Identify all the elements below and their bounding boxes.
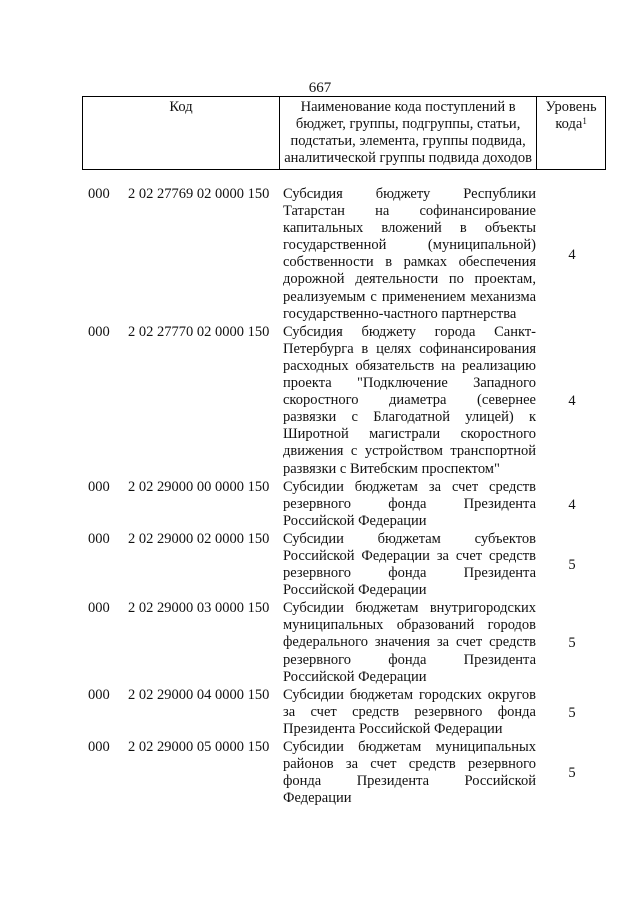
row-name: Субсидии бюджетам за счет средств резервного фонда Президента Российской Федерации (283, 478, 536, 529)
header-name: Наименование кода поступлений в бюджет, группы, подгруппы, статьи, подстатьи, элемента, группы подвида, аналитической группы подвида доходов (280, 97, 537, 170)
row-revenue-code: 2 02 27770 02 0000 150 (128, 323, 270, 340)
table-row (0, 324, 640, 478)
row-admin-code: 000 (88, 600, 110, 617)
row-name: Субсидия бюджету Республики Татарстан на софинансирование капитальных вложений в объекты государственной (муниципальной) собственности в рамках обеспечения дорожной деятельности по проектам, реализуемым с применением механизма государственно-частного партнерства (283, 186, 536, 322)
row-name: Субсидии бюджетам субъектов Российской Федерации за счет средств резервного фонда Президента Российской Федерации (283, 530, 536, 599)
row-admin-code: 000 (88, 530, 110, 547)
row-revenue-code: 2 02 29000 04 0000 150 (128, 686, 270, 703)
table-row (0, 687, 640, 738)
table-row (0, 739, 640, 807)
table-row (0, 600, 640, 685)
row-level: 4 (568, 496, 576, 513)
row-name: Субсидии бюджетам городских округов за счет средств резервного фонда Президента Российской Федерации (283, 686, 536, 737)
table-row (0, 479, 640, 530)
row-admin-code: 000 (88, 686, 110, 703)
row-level: 5 (568, 765, 576, 781)
row-level: 5 (568, 704, 576, 721)
row-level: 4 (568, 247, 576, 263)
table-row (0, 186, 640, 323)
row-revenue-code: 2 02 27769 02 0000 150 (128, 186, 270, 202)
page-number: 667 (308, 80, 332, 96)
table-body (0, 186, 640, 807)
row-name: Субсидии бюджетам муниципальных районов за счет средств резервного фонда Президента Российской Федерации (283, 739, 536, 807)
header-code (83, 97, 280, 170)
row-level: 5 (568, 556, 576, 573)
row-admin-code: 000 (88, 478, 110, 495)
row-revenue-code: 2 02 29000 02 0000 150 (128, 530, 270, 547)
header-level-footnote: 1 (582, 116, 587, 126)
table-row (0, 531, 640, 599)
header-level-label: Уровень кода (545, 99, 597, 132)
row-level: 4 (568, 392, 576, 409)
row-name: Субсидия бюджету города Санкт-Петербурга в целях софинансирования расходных обязательств на реализацию проекта "Подключение Западного скоростного диаметра (севернее развязки с Благодатной улицей) к Широтной магистрали скоростного движения с устройством транспортной развязки с Витебским проспектом" (283, 323, 536, 477)
header-level (537, 97, 606, 170)
row-admin-code: 000 (88, 739, 110, 755)
row-admin-code: 000 (88, 323, 110, 340)
table-header (82, 96, 606, 170)
row-admin-code: 000 (88, 186, 110, 202)
header-code-label: Код (169, 99, 193, 115)
row-level: 5 (568, 635, 576, 652)
row-name: Субсидии бюджетам внутригородских муниципальных образований городов федерального значения за счет средств резервного фонда Президента Российской Федерации (283, 600, 536, 685)
row-revenue-code: 2 02 29000 05 0000 150 (128, 739, 270, 755)
row-revenue-code: 2 02 29000 00 0000 150 (128, 478, 270, 495)
row-revenue-code: 2 02 29000 03 0000 150 (128, 600, 270, 617)
